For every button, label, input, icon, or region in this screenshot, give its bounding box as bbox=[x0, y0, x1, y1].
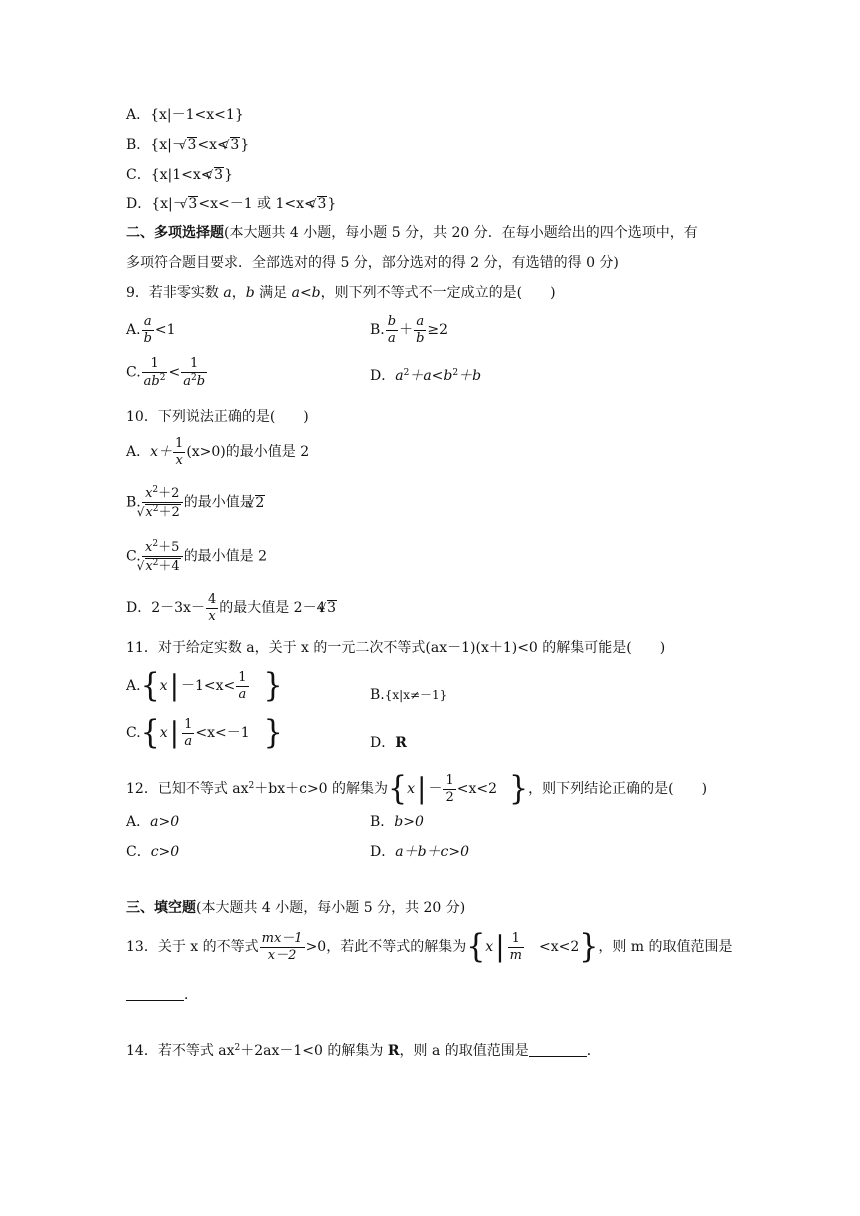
q10-option-b: B. $x^2+2$ √ $x^2+2$ 的最小值是√ 2 bbox=[126, 486, 265, 519]
q11-option-b: B.{x|x≠－1} bbox=[370, 687, 448, 703]
q12-option-b: B．b>0 bbox=[370, 814, 424, 830]
q8-option-b: B．{x|－√ 3<x<√ 3} bbox=[126, 137, 249, 152]
q13-blank[interactable] bbox=[126, 988, 184, 1001]
q9-option-c: C. $\frac{1}{ab^2}$ < $\frac{1}{a^2b}$ bbox=[126, 356, 206, 389]
q14-blank[interactable] bbox=[529, 1044, 587, 1057]
q9-stem: 9．若非零实数 a，b 满足 a<b，则下列不等式不一定成立的是( ) bbox=[126, 285, 556, 301]
q10-option-c: C. $x^2+5$ √ $x^2+4$ 的最小值是 2 bbox=[126, 540, 267, 573]
q10-option-d: D．2－3x－ $\frac{4}{x}$ 的最大值是 2－4√ 3 bbox=[126, 593, 337, 623]
q8-option-d: D．{x|－√ 3<x<－1 或 1<x<√ 3} bbox=[126, 196, 336, 211]
q11-option-d: D．R bbox=[370, 735, 407, 751]
q9-option-d: D．$a^2+a<b^2+b$ bbox=[370, 368, 482, 384]
q8-option-a: A．{x|－1<x<1} bbox=[126, 107, 244, 123]
q9-option-b: B. $\frac{b}{a}$ ＋ $\frac{a}{b}$ ≥2 bbox=[370, 314, 449, 346]
section3-title: 三、填空题 bbox=[126, 900, 196, 916]
q8-option-c: C．{x|1<x<√ 3} bbox=[126, 167, 233, 182]
q12-stem: 12．已知不等式 $ax^2+bx+c>0$ 的解集为{x| － $\frac{1}{2}$ <x<2 }，则下列结论正确的是( ) bbox=[126, 769, 708, 808]
q13-stem: 13．关于 x 的不等式 $\frac{mx-1}{x-2}$ >0，若此不等式的解集为{x| $\frac{1}{m}$ <x<2}，则 m 的取值范围是 bbox=[126, 927, 733, 966]
q14-stem: 14．若不等式 $ax^2+2ax-1<0$ 的解集为 R，则 a 的取值范围是 ． bbox=[126, 1043, 601, 1059]
section2-line2: 多项符合题目要求．全部选对的得 5 分，部分选对的得 2 分，有选错的得 0 分) bbox=[126, 255, 619, 271]
q12-option-c: C．c>0 bbox=[126, 844, 180, 860]
q11-option-c: C.{x| $\frac{1}{a}$ <x<－1 } bbox=[126, 713, 283, 752]
q10-stem: 10．下列说法正确的是( ) bbox=[126, 409, 309, 425]
q11-stem: 11．对于给定实数 a，关于 x 的一元二次不等式(ax－1)(x＋1)<0 的解集可能是( ) bbox=[126, 640, 666, 656]
section2-title: 二、多项选择题 bbox=[126, 225, 224, 241]
q10-option-a: A．x＋ $\frac{1}{x}$ (x>0)的最小值是 2 bbox=[126, 436, 310, 468]
section3-line: 三、填空题(本大题共 4 小题，每小题 5 分，共 20 分) bbox=[126, 900, 466, 916]
q12-option-d: D．a＋b＋c>0 bbox=[370, 844, 470, 860]
q12-option-a: A．a>0 bbox=[126, 814, 180, 830]
section2-line1: 二、多项选择题(本大题共 4 小题，每小题 5 分，共 20 分．在每小题给出的四个选项中，有 bbox=[126, 225, 698, 241]
q11-option-a: A.{x| －1<x< $\frac{1}{a}$ } bbox=[126, 666, 283, 705]
q13-answer-line: ． bbox=[126, 988, 198, 1002]
q9-option-a: A. $\frac{a}{b}$ <1 bbox=[126, 314, 176, 346]
